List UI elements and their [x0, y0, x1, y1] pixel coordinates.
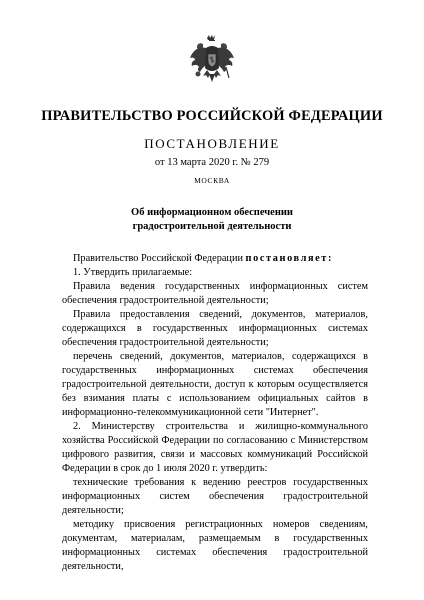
- russian-coat-of-arms-icon: [189, 34, 235, 84]
- body-paragraph: Правила предоставления сведений, документов, материалов, содержащихся в государственных информационных системах обеспечения градостроительной деятельности;: [62, 309, 368, 348]
- intro-prefix: Правительство Российской Федерации: [73, 253, 246, 264]
- body-paragraph: 1. Утвердить прилагаемые:: [73, 267, 193, 278]
- document-city: МОСКВА: [194, 176, 230, 185]
- body-paragraph: технические требования к ведению реестров государственных информационных систем обеспечения градостроительной деятельности;: [62, 477, 368, 516]
- document-subject: [0, 206, 424, 234]
- intro-keyword: постановляет:: [245, 253, 333, 264]
- body-paragraph: Правила ведения государственных информационных систем обеспечения градостроительной деятельности;: [62, 281, 368, 306]
- intro-paragraph: [62, 252, 368, 266]
- body-paragraph: 2. Министерству строительства и жилищно-коммунального хозяйства Российской Федерации по согласованию с Министерством цифрового развития, связи и массовых коммуникаций Российской Федерации в срок до 1 июля 2020 г. утвердить:: [62, 421, 368, 474]
- body-paragraph: перечень сведений, документов, материалов, содержащихся в государственных информационных системах обеспечения градостроительной деятельности, доступ к которым осуществляется без взимания платы с использованием официальных сайтов в информационно-телекоммуникационной сети "Интернет".: [62, 351, 368, 418]
- document-body: [62, 252, 368, 574]
- document-date-number: от 13 марта 2020 г. № 279: [154, 157, 270, 168]
- document-type: ПОСТАНОВЛЕНИЕ: [144, 136, 280, 151]
- subject-line-1: Об информационном обеспечении: [131, 207, 293, 218]
- government-title: ПРАВИТЕЛЬСТВО РОССИЙСКОЙ ФЕДЕРАЦИИ: [41, 108, 383, 124]
- subject-line-2: градостроительной деятельности: [132, 221, 292, 232]
- body-paragraph: методику присвоения регистрационных номеров сведениям, документам, материалам, размещаемым в государственных информационных системах обеспечения градостроительной деятельности,: [62, 519, 368, 572]
